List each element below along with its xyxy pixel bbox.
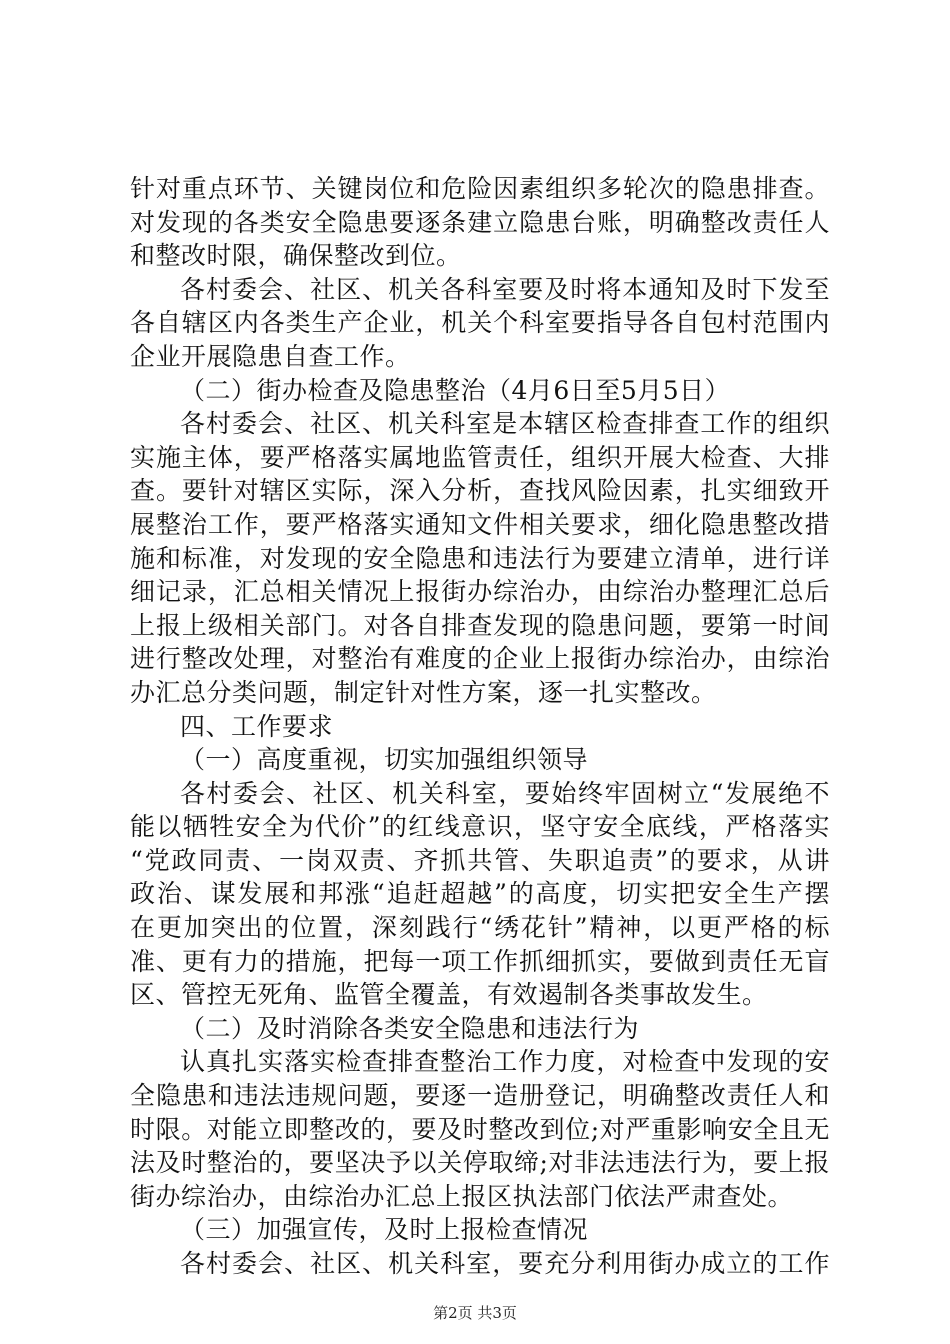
text-line: 街办综治办，由综治办汇总上报区执法部门依法严肃查处。: [130, 1181, 794, 1211]
text-line: 各村委会、社区、机关科室是本辖区检查排查工作的组织: [180, 409, 830, 439]
text-line: 进行整改处理，对整治有难度的企业上报街办综治办，由综治: [130, 644, 830, 674]
text-line: 施和标准，对发现的安全隐患和违法行为要建立清单，进行详: [130, 543, 830, 573]
text-line: 时限。对能立即整改的，要及时整改到位;对严重影响安全且无: [130, 1114, 830, 1144]
text-line: “党政同责、一岗双责、齐抓共管、失职追责”的要求，从讲: [130, 845, 830, 875]
section-heading: （一）高度重视，切实加强组织领导: [180, 745, 589, 775]
text-line: 各村委会、社区、机关科室，要充分利用街办成立的工作: [180, 1249, 830, 1278]
text-line: 对发现的各类安全隐患要逐条建立隐患台账，明确整改责任人: [130, 207, 830, 237]
text-line: 区、管控无死角、监管全覆盖，有效遏制各类事故发生。: [130, 980, 768, 1010]
text-line: 认真扎实落实检查排查整治工作力度，对检查中发现的安: [180, 1047, 830, 1077]
page-number-footer: 第2页 共3页: [433, 1304, 517, 1322]
section-heading: 四、工作要求: [180, 711, 334, 741]
text-line: 展整治工作，要严格落实通知文件相关要求，细化隐患整改措: [130, 509, 830, 539]
text-line: 办汇总分类问题，制定针对性方案，逐一扎实整改。: [130, 677, 717, 707]
text-line: 全隐患和违法违规问题，要逐一造册登记，明确整改责任人和: [130, 1081, 830, 1111]
text-line: 政治、谋发展和邦涨“追赶超越”的高度，切实把安全生产摆: [130, 879, 830, 909]
text-line: 查。要针对辖区实际，深入分析，查找风险因素，扎实细致开: [130, 476, 830, 506]
text-line: 各村委会、社区、机关科室，要始终牢固树立“发展绝不: [180, 778, 830, 808]
text-line: 针对重点环节、关键岗位和危险因素组织多轮次的隐患排查。: [130, 174, 830, 203]
text-line: 企业开展隐患自查工作。: [130, 341, 411, 371]
section-heading: （二）街办检查及隐患整治（4月6日至5月5日）: [180, 375, 731, 405]
text-line: 各自辖区内各类生产企业，机关个科室要指导各自包村范围内: [130, 308, 830, 338]
section-heading: （三）加强宣传，及时上报检查情况: [180, 1215, 589, 1245]
text-line: 法及时整治的，要坚决予以关停取缔;对非法违法行为，要上报: [130, 1148, 830, 1178]
section-heading: （二）及时消除各类安全隐患和违法行为: [180, 1013, 640, 1043]
text-line: 实施主体，要严格落实属地监管责任，组织开展大检查、大排: [130, 442, 830, 472]
text-line: 各村委会、社区、机关各科室要及时将本通知及时下发至: [180, 274, 830, 304]
body-text: [130, 172, 830, 1281]
text-line: 能以牺牲安全为代价”的红线意识，坚守安全底线，严格落实: [130, 812, 830, 842]
text-line: 细记录，汇总相关情况上报街办综治办，由综治办整理汇总后: [130, 577, 830, 607]
text-line: 准、更有力的措施，把每一项工作抓细抓实，要做到责任无盲: [130, 946, 830, 976]
text-line: 和整改时限，确保整改到位。: [130, 241, 462, 271]
text-line: 上报上级相关部门。对各自排查发现的隐患问题，要第一时间: [130, 610, 830, 640]
text-line: 在更加突出的位置，深刻践行“绣花针”精神，以更严格的标: [130, 913, 830, 943]
